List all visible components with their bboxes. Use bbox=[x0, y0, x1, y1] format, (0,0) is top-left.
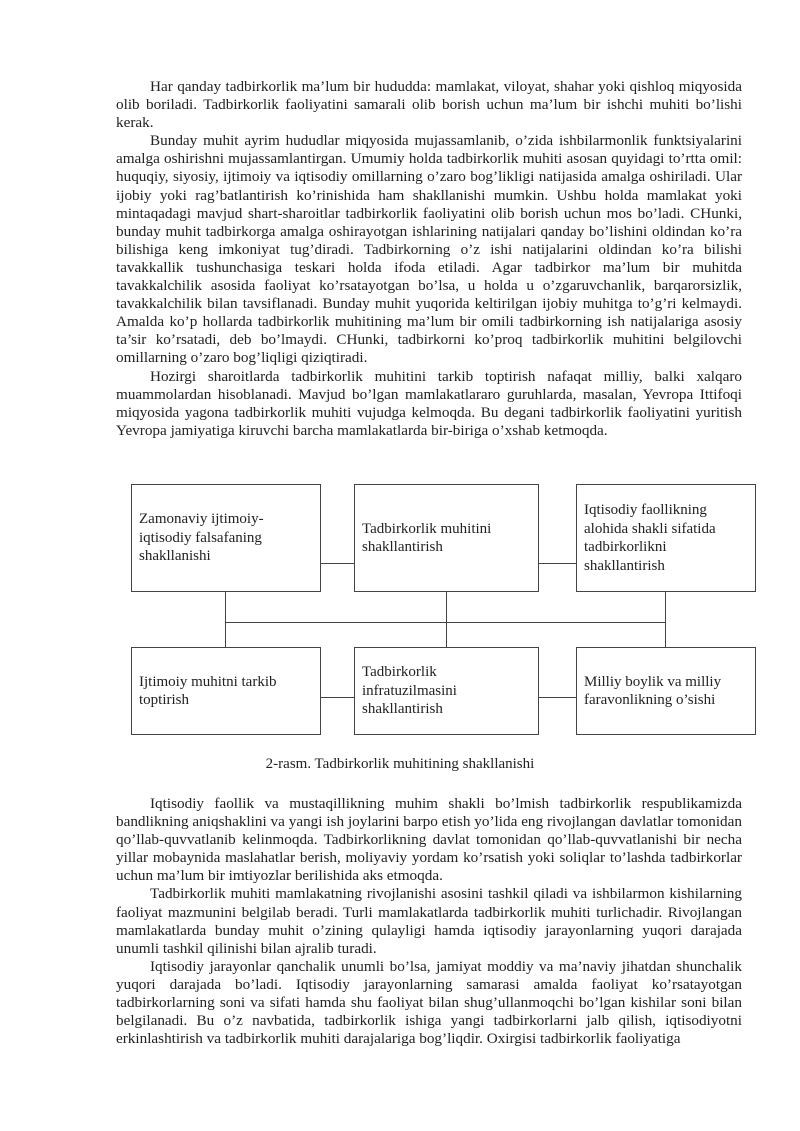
paragraph: Har qanday tadbirkorlik ma’lum bir hududda: mamlakat, viloyat, shahar yoki qishloq miqyosida olib boriladi. Tadbirkorlik faoliyatini samarali olib borish uchun ma’lum bir ishchi muhiti bo’lishi kerak. bbox=[116, 78, 742, 132]
box-label: Tadbirkorlik infratuzilmasini shakllantirish bbox=[362, 664, 457, 718]
connector-line bbox=[225, 622, 226, 648]
bottom-text-block bbox=[116, 795, 742, 1048]
connector-line bbox=[225, 592, 226, 623]
paragraph: Bunday muhit ayrim hududlar miqyosida mujassamlanib, o’zida ishbilarmonlik funktsiyalarini amalga oshirishni mujassamlantirgan. Umumiy holda tadbirkorlik muhiti asosan quyidagi to’rtta omil: huquqiy, siyosiy, ijtimoiy va iqtisodiy omillarning o’zaro bog’likligi natijasida amalga oshiriladi. Ular ijobiy yoki rag’batlantirish ko’rinishida ham shakllanishi mumkin. Ushbu holda mamlakat yoki mintaqadagi mavjud shart-sharoitlar tadbirkorlik faoliyatini olib borish uchun mos bo’ladi. CHunki, bunday muhit tadbirkorga amalga oshirayotgan ishlarining natijalari qanday bo’lishini oldindan ko’ra bilishiga keng imkoniyat tug’diradi. Tadbirkorning o’z ishi natijalarini oldindan ko’ra bilishi tavakkallik tushunchasiga teskari holda ifoda etiladi. Agar tadbirkor ma’lum bir muhitda tavakkalchilik asosida faoliyat ko’rsatayotgan bo’lsa, u holda u o’zgaruvchanlik, barqarorsizlik, tavakkalchilik bilan tavsiflanadi. Bunday muhit yuqorida keltirilgan ijobiy muhitga to’g’ri kelmaydi. Amalda ko’p hollarda tadbirkorlik muhitining ma’lum bir omili tadbirkorning ish natijalariga asosiy ta’sir ko’rsatadi, deb bo’lmaydi. CHunki, tadbirkorni ko’proq tadbirkorlik muhitini belgilovchi omillarning o’zaro bog’liqligi qiziqtiradi. bbox=[116, 132, 742, 367]
box-label: Milliy boylik va milliy faravonlikning o’sishi bbox=[584, 673, 722, 708]
diagram-box-top-2 bbox=[354, 484, 539, 592]
connector-line bbox=[446, 592, 447, 648]
connector-line bbox=[320, 697, 355, 698]
connector-line bbox=[225, 622, 666, 623]
box-label: Ijtimoiy muhitni tarkib toptirish bbox=[139, 673, 277, 708]
box-label: Tadbirkorlik muhitini shakllantirish bbox=[362, 520, 492, 555]
box-label: Zamonaviy ijtimoiy-iqtisodiy falsafaning shakllanishi bbox=[139, 511, 264, 565]
top-text-block bbox=[116, 78, 742, 440]
paragraph: Iqtisodiy faollik va mustaqillikning muhim shakli bo’lmish tadbirkorlik respublikamizda bandlikning aniqshaklini va yangi ish joylarini barpo etish yo’lida eng rivojlangan davlatlar tomonidan qo’llab-quvvatlanib kelinmoqda. Tadbirkorlikning davlat tomonidan qo’llab-quvvatlanishi bir necha yillar mobaynida maslahatlar berish, moliyaviy yordam ko’rsatish yoki soliqlar to’lashda tadbirkorlar uchun ma’lum bir imtiyozlar berilishida aks etmoqda. bbox=[116, 795, 742, 885]
diagram-box-top-3 bbox=[576, 484, 756, 592]
diagram-box-bottom-3 bbox=[576, 647, 756, 735]
connector-line bbox=[665, 622, 666, 648]
connector-line bbox=[320, 563, 355, 564]
connector-line bbox=[665, 592, 666, 623]
paragraph: Iqtisodiy jarayonlar qanchalik unumli bo’lsa, jamiyat moddiy va ma’naviy jihatdan shunchalik yuqori darajada bo’ladi. Iqtisodiy jarayonlarning samarasi amalda faoliyat ko’rsatayotgan tadbirkorlarning soni va sifati hamda shu faoliyat bilan shug’ullanmoqchi bo’lgan kishilar soni bilan belgilanadi. Bu o’z navbatida, tadbirkorlik ishiga yangi tadbirkorlarni jalb qilish, iqtisodiyotni erkinlashtirish va tadbirkorlik muhiti darajalariga bog’liqdir. Oxirgisi tadbirkorlik faoliyatiga bbox=[116, 957, 742, 1048]
connector-line bbox=[538, 563, 576, 564]
box-label: Iqtisodiy faollikning alohida shakli sifatida tadbirkorlikni shakllantirish bbox=[584, 502, 716, 574]
paragraph: Hozirgi sharoitlarda tadbirkorlik muhitini tarkib toptirish nafaqat milliy, balki xalqaro muammolardan hisoblanadi. Mavjud bo’lgan mamlakatlararo guruhlarda, masalan, Yevropa Ittifoqi miqyosida yagona tadbirkorlik muhiti vujudga kelmoqda. Bu degani tadbirkorlik faoliyatini yuritish Yevropa jamiyatiga kiruvchi barcha mamlakatlarda bir-biriga o’xshab ketmoqda. bbox=[116, 367, 742, 439]
diagram-box-bottom-1 bbox=[131, 647, 321, 735]
figure-caption: 2-rasm. Tadbirkorlik muhitining shakllanishi bbox=[265, 756, 535, 772]
diagram-box-top-1 bbox=[131, 484, 321, 592]
connector-line bbox=[538, 697, 576, 698]
diagram-box-bottom-2 bbox=[354, 647, 539, 735]
paragraph: Tadbirkorlik muhiti mamlakatning rivojlanishi asosini tashkil qiladi va ishbilarmon kishilarning faoliyat mazmunini belgilab beradi. Turli mamlakatlarda tadbirkorlik muhiti turlichadir. Rivojlangan mamlakatlarda bunday muhit o’zining qulayligi hamda iqtisodiy jarayonlarning yuqori darajada unumli tashkil qilinishi bilan ajralib turadi. bbox=[116, 885, 742, 957]
